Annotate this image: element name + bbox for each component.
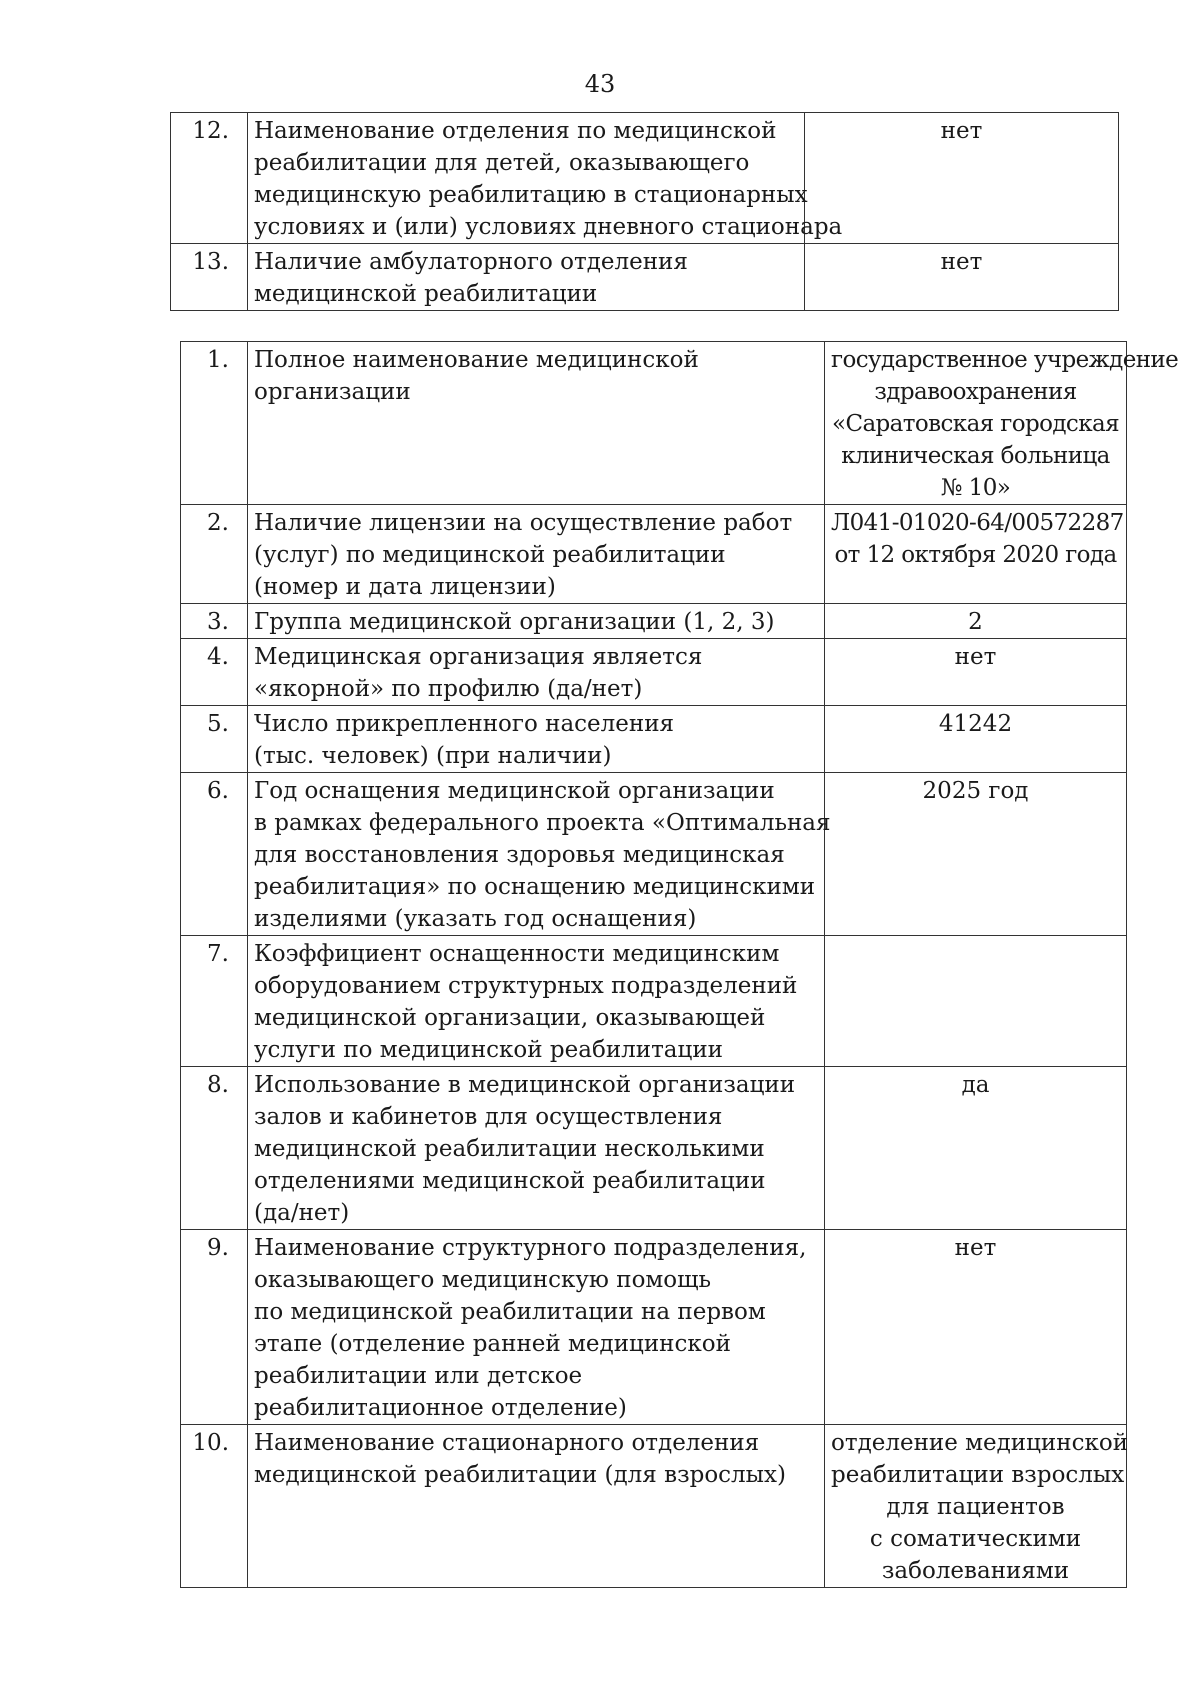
label-line: оборудованием структурных подразделений: [254, 973, 798, 999]
row-number: 3.: [181, 604, 248, 639]
row-value: [825, 505, 1127, 604]
value-line: Л041-01020-64/00572287: [831, 510, 1124, 536]
value-line: заболеваниями: [881, 1558, 1070, 1584]
label-line: этапе (отделение ранней медицинской: [254, 1331, 731, 1357]
row-number: 8.: [181, 1067, 248, 1230]
label-line: реабилитационное отделение): [254, 1395, 627, 1421]
row-number: 4.: [181, 639, 248, 706]
row-value: [825, 706, 1127, 773]
table-row: [181, 1230, 1127, 1425]
label-line: отделениями медицинской реабилитации: [254, 1168, 766, 1194]
table-row: [181, 773, 1127, 936]
value-line: нет: [954, 1235, 997, 1261]
row-label: [248, 773, 831, 936]
row-value: [805, 113, 1119, 244]
label-line: (услуг) по медицинской реабилитации: [254, 542, 726, 568]
table-row: [171, 244, 1119, 311]
row-number: 6.: [181, 773, 248, 936]
label-line: Полное наименование медицинской: [254, 347, 699, 373]
row-label: [248, 342, 825, 505]
table-row: [181, 639, 1127, 706]
value-line: да: [961, 1072, 990, 1098]
row-number: 2.: [181, 505, 248, 604]
row-value: [825, 773, 1127, 936]
row-number: 10.: [181, 1425, 248, 1588]
label-line: услуги по медицинской реабилитации: [254, 1037, 723, 1063]
label-line: для восстановления здоровья медицинская: [254, 842, 785, 868]
value-line: от 12 октября 2020 года: [834, 542, 1117, 568]
value-line: «Саратовская городская: [831, 411, 1120, 437]
table-row: [181, 1067, 1127, 1230]
label-line: Наименование стационарного отделения: [254, 1430, 760, 1456]
label-line: реабилитация» по оснащению медицинскими: [254, 874, 816, 900]
row-label: [248, 1230, 825, 1425]
label-line: медицинской реабилитации несколькими: [254, 1136, 765, 1162]
label-line: реабилитации или детское: [254, 1363, 583, 1389]
table-row: [181, 604, 1127, 639]
value-line: для пациентов: [886, 1494, 1065, 1520]
row-value: [825, 1230, 1127, 1425]
table-organization-info: [180, 341, 1179, 1588]
label-line: медицинской реабилитации (для взрослых): [254, 1462, 786, 1488]
label-line: Группа медицинской организации (1, 2, 3): [254, 609, 775, 635]
label-line: Наличие лицензии на осуществление работ: [254, 510, 793, 536]
label-line: изделиями (указать год оснащения): [254, 906, 697, 932]
row-value: [825, 936, 1127, 1067]
label-line: условиях и (или) условиях дневного стационара: [254, 214, 843, 240]
label-line: (тыс. человек) (при наличии): [254, 743, 612, 769]
label-line: залов и кабинетов для осуществления: [254, 1104, 723, 1130]
row-value: [825, 639, 1127, 706]
row-label: [248, 505, 825, 604]
label-line: Число прикрепленного населения: [254, 711, 675, 737]
value-line: отделение медицинской: [831, 1430, 1129, 1456]
row-label: [248, 936, 825, 1067]
label-line: (да/нет): [254, 1200, 350, 1226]
value-line: реабилитации взрослых: [831, 1462, 1125, 1488]
label-line: Коэффициент оснащенности медицинским: [254, 941, 780, 967]
row-value: [825, 1425, 1127, 1588]
value-line: нет: [940, 249, 983, 275]
value-line: здравоохранения: [874, 379, 1077, 405]
label-line: (номер и дата лицензии): [254, 574, 556, 600]
row-label: [248, 1067, 825, 1230]
row-label: [248, 639, 825, 706]
row-label: [248, 1425, 825, 1588]
row-number: 5.: [181, 706, 248, 773]
row-number: 7.: [181, 936, 248, 1067]
row-label: [248, 244, 805, 311]
table-row: [181, 505, 1127, 604]
table-continuation: [170, 112, 1119, 311]
label-line: Наименование структурного подразделения,: [254, 1235, 807, 1261]
row-label: [248, 604, 825, 639]
label-line: Использование в медицинской организации: [254, 1072, 796, 1098]
value-line: № 10»: [940, 475, 1011, 501]
label-line: в рамках федерального проекта «Оптимальная: [254, 810, 831, 836]
label-line: медицинскую реабилитацию в стационарных: [254, 182, 808, 208]
value-line: с соматическими: [869, 1526, 1082, 1552]
value-line: клиническая больница: [841, 443, 1110, 469]
label-line: Год оснащения медицинской организации: [254, 778, 775, 804]
label-line: организации: [254, 379, 411, 405]
label-line: Медицинская организация является: [254, 644, 703, 670]
label-line: медицинской организации, оказывающей: [254, 1005, 766, 1031]
row-value: [825, 342, 1179, 505]
table-row: [171, 113, 1119, 244]
label-line: медицинской реабилитации: [254, 281, 598, 307]
value-line: государственное учреждение: [831, 347, 1179, 373]
row-number: 12.: [171, 113, 248, 244]
row-value: [825, 604, 1127, 639]
label-line: оказывающего медицинскую помощь: [254, 1267, 712, 1293]
value-line: 2025 год: [922, 778, 1029, 804]
row-value: [825, 1067, 1127, 1230]
table-row: [181, 1425, 1127, 1588]
row-number: 1.: [181, 342, 248, 505]
label-line: Наличие амбулаторного отделения: [254, 249, 688, 275]
row-value: [805, 244, 1119, 311]
label-line: Наименование отделения по медицинской: [254, 118, 777, 144]
label-line: по медицинской реабилитации на первом: [254, 1299, 766, 1325]
table-row: [181, 706, 1127, 773]
row-label: [248, 706, 825, 773]
row-number: 13.: [171, 244, 248, 311]
row-number: 9.: [181, 1230, 248, 1425]
value-line: нет: [940, 118, 983, 144]
label-line: реабилитации для детей, оказывающего: [254, 150, 750, 176]
page-number: 43: [584, 70, 616, 98]
table-row: [181, 342, 1127, 505]
value-line: 2: [968, 609, 983, 635]
value-line: нет: [954, 644, 997, 670]
label-line: «якорной» по профилю (да/нет): [254, 676, 643, 702]
table-row: [181, 936, 1127, 1067]
value-line: 41242: [938, 711, 1013, 737]
row-label: [248, 113, 843, 244]
